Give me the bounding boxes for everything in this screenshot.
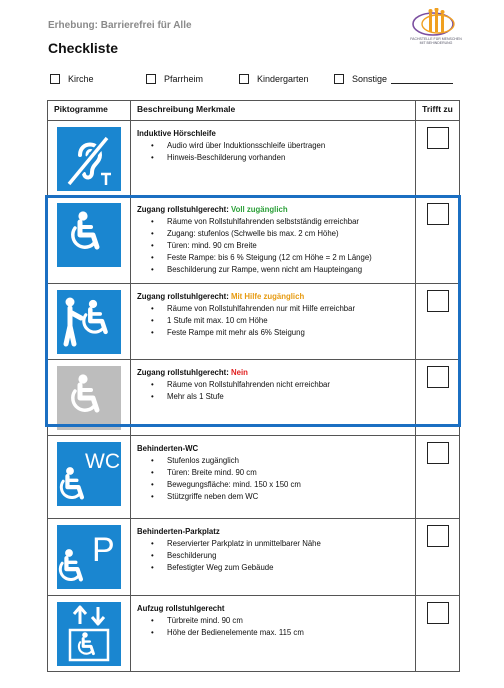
status-mit-hilfe: Mit Hilfe zugänglich [231,292,305,301]
checkbox-label: Sonstige [352,74,388,84]
table-row [48,197,460,284]
pictogram-cell [48,284,131,360]
list-item: • Feste Rampe mit mehr als 6% Steigung [151,327,409,339]
list-item: • Türen: Breite mind. 90 cm [151,467,409,479]
logo-caption: FACHSTELLE FÜR MENSCHEN MIT BEHINDERUNG [410,37,462,45]
wheelchair-icon [57,203,121,267]
list-item: • Audio wird über Induktionsschleife übertragen [151,140,409,152]
description-cell [131,197,416,284]
checklist-table [47,100,460,672]
checkbox-kirche[interactable] [50,74,94,84]
checkbox-label: Kirche [68,74,94,84]
table-row [48,121,460,197]
list-item: • Reservierter Parkplatz in unmittelbarer Nähe [151,538,409,550]
description-cell [131,360,416,436]
checkbox-label: Kindergarten [257,74,309,84]
list-item: • Hinweis-Beschilderung vorhanden [151,152,409,164]
assisted-wheelchair-icon [57,290,121,354]
list-item: • Befestigter Weg zum Gebäude [151,562,409,574]
check-cell [416,284,460,360]
trifft-zu-checkbox[interactable] [427,203,449,225]
pictogram-cell [48,436,131,519]
trifft-zu-checkbox[interactable] [427,525,449,547]
status-voll-zugaenglich: Voll zugänglich [231,205,288,214]
status-nein: Nein [231,368,248,377]
row-title: Induktive Hörschleife [137,129,216,138]
table-row [48,519,460,596]
row-title: Behinderten-WC [137,444,199,453]
checkbox-box[interactable] [334,74,344,84]
list-item: • Türen: mind. 90 cm Breite [151,240,409,252]
header-piktogramme: Piktogramme [48,101,131,121]
list-item: • 1 Stufe mit max. 10 cm Höhe [151,315,409,327]
row-title: Aufzug rollstuhlgerecht [137,604,225,613]
page-title: Checkliste [48,40,119,56]
criteria-list [151,538,409,574]
table-row [48,284,460,360]
check-cell [416,519,460,596]
svg-text:P: P [92,531,115,569]
list-item: • Räume von Rollstuhlfahrenden nur mit Hilfe erreichbar [151,303,409,315]
checkbox-box[interactable] [50,74,60,84]
checkbox-box[interactable] [239,74,249,84]
trifft-zu-checkbox[interactable] [427,602,449,624]
row-title: Zugang rollstuhlgerecht: Mit Hilfe zugänglich [137,292,305,301]
list-item: • Türbreite mind. 90 cm [151,615,409,627]
table-row [48,360,460,436]
criteria-list [151,303,409,339]
trifft-zu-checkbox[interactable] [427,127,449,149]
criteria-list [151,216,409,276]
table-header-row [48,101,460,121]
pictogram-cell [48,596,131,672]
check-cell [416,596,460,672]
list-item: • Feste Rampe: bis 6 % Steigung (12 cm Höhe = 2 m Länge) [151,252,409,264]
svg-text:WC: WC [85,450,120,473]
list-item: • Stufenlos zugänglich [151,455,409,467]
row-title: Zugang rollstuhlgerecht: Voll zugänglich [137,205,288,214]
list-item: • Stützgriffe neben dem WC [151,491,409,503]
list-item: • Bewegungsfläche: mind. 150 x 150 cm [151,479,409,491]
pictogram-cell [48,121,131,197]
description-cell [131,436,416,519]
hearing-loop-icon [57,127,121,191]
list-item: • Räume von Rollstuhlfahrenden selbstständig erreichbar [151,216,409,228]
row-title: Behinderten-Parkplatz [137,527,220,536]
check-cell [416,197,460,284]
checkbox-sonstige[interactable] [334,74,453,84]
list-item: • Beschilderung zur Rampe, wenn nicht am Haupteingang [151,264,409,276]
criteria-list [151,379,409,403]
trifft-zu-checkbox[interactable] [427,290,449,312]
grey-wheelchair-icon [57,366,121,430]
accessible-elevator-icon [57,602,121,666]
list-item: • Höhe der Bedienelemente max. 115 cm [151,627,409,639]
trifft-zu-checkbox[interactable] [427,366,449,388]
description-cell [131,596,416,672]
pictogram-cell [48,360,131,436]
criteria-list [151,455,409,503]
checkbox-label: Pfarrheim [164,74,204,84]
row-title: Zugang rollstuhlgerecht: Nein [137,368,248,377]
list-item: • Beschilderung [151,550,409,562]
table-row [48,436,460,519]
criteria-list [151,615,409,639]
list-item: • Mehr als 1 Stufe [151,391,409,403]
list-item: • Räume von Rollstuhlfahrenden nicht erreichbar [151,379,409,391]
check-cell [416,436,460,519]
sonstige-text-line[interactable] [391,75,453,84]
description-cell [131,121,416,197]
criteria-list [151,140,409,164]
checkbox-pfarrheim[interactable] [146,74,203,84]
table-row [48,596,460,672]
pictogram-cell [48,197,131,284]
trifft-zu-checkbox[interactable] [427,442,449,464]
list-item: • Zugang: stufenlos (Schwelle bis max. 2 cm Höhe) [151,228,409,240]
checkbox-box[interactable] [146,74,156,84]
check-cell [416,121,460,197]
pictogram-cell [48,519,131,596]
description-cell [131,284,416,360]
accessible-wc-icon [57,442,121,506]
check-cell [416,360,460,436]
accessible-parking-icon [57,525,121,589]
document-subtitle: Erhebung: Barrierefrei für Alle [48,20,192,31]
header-trifft-zu: Trifft zu [416,101,460,121]
checkbox-kindergarten[interactable] [239,74,309,84]
description-cell [131,519,416,596]
header-beschreibung: Beschreibung Merkmale [131,101,416,121]
